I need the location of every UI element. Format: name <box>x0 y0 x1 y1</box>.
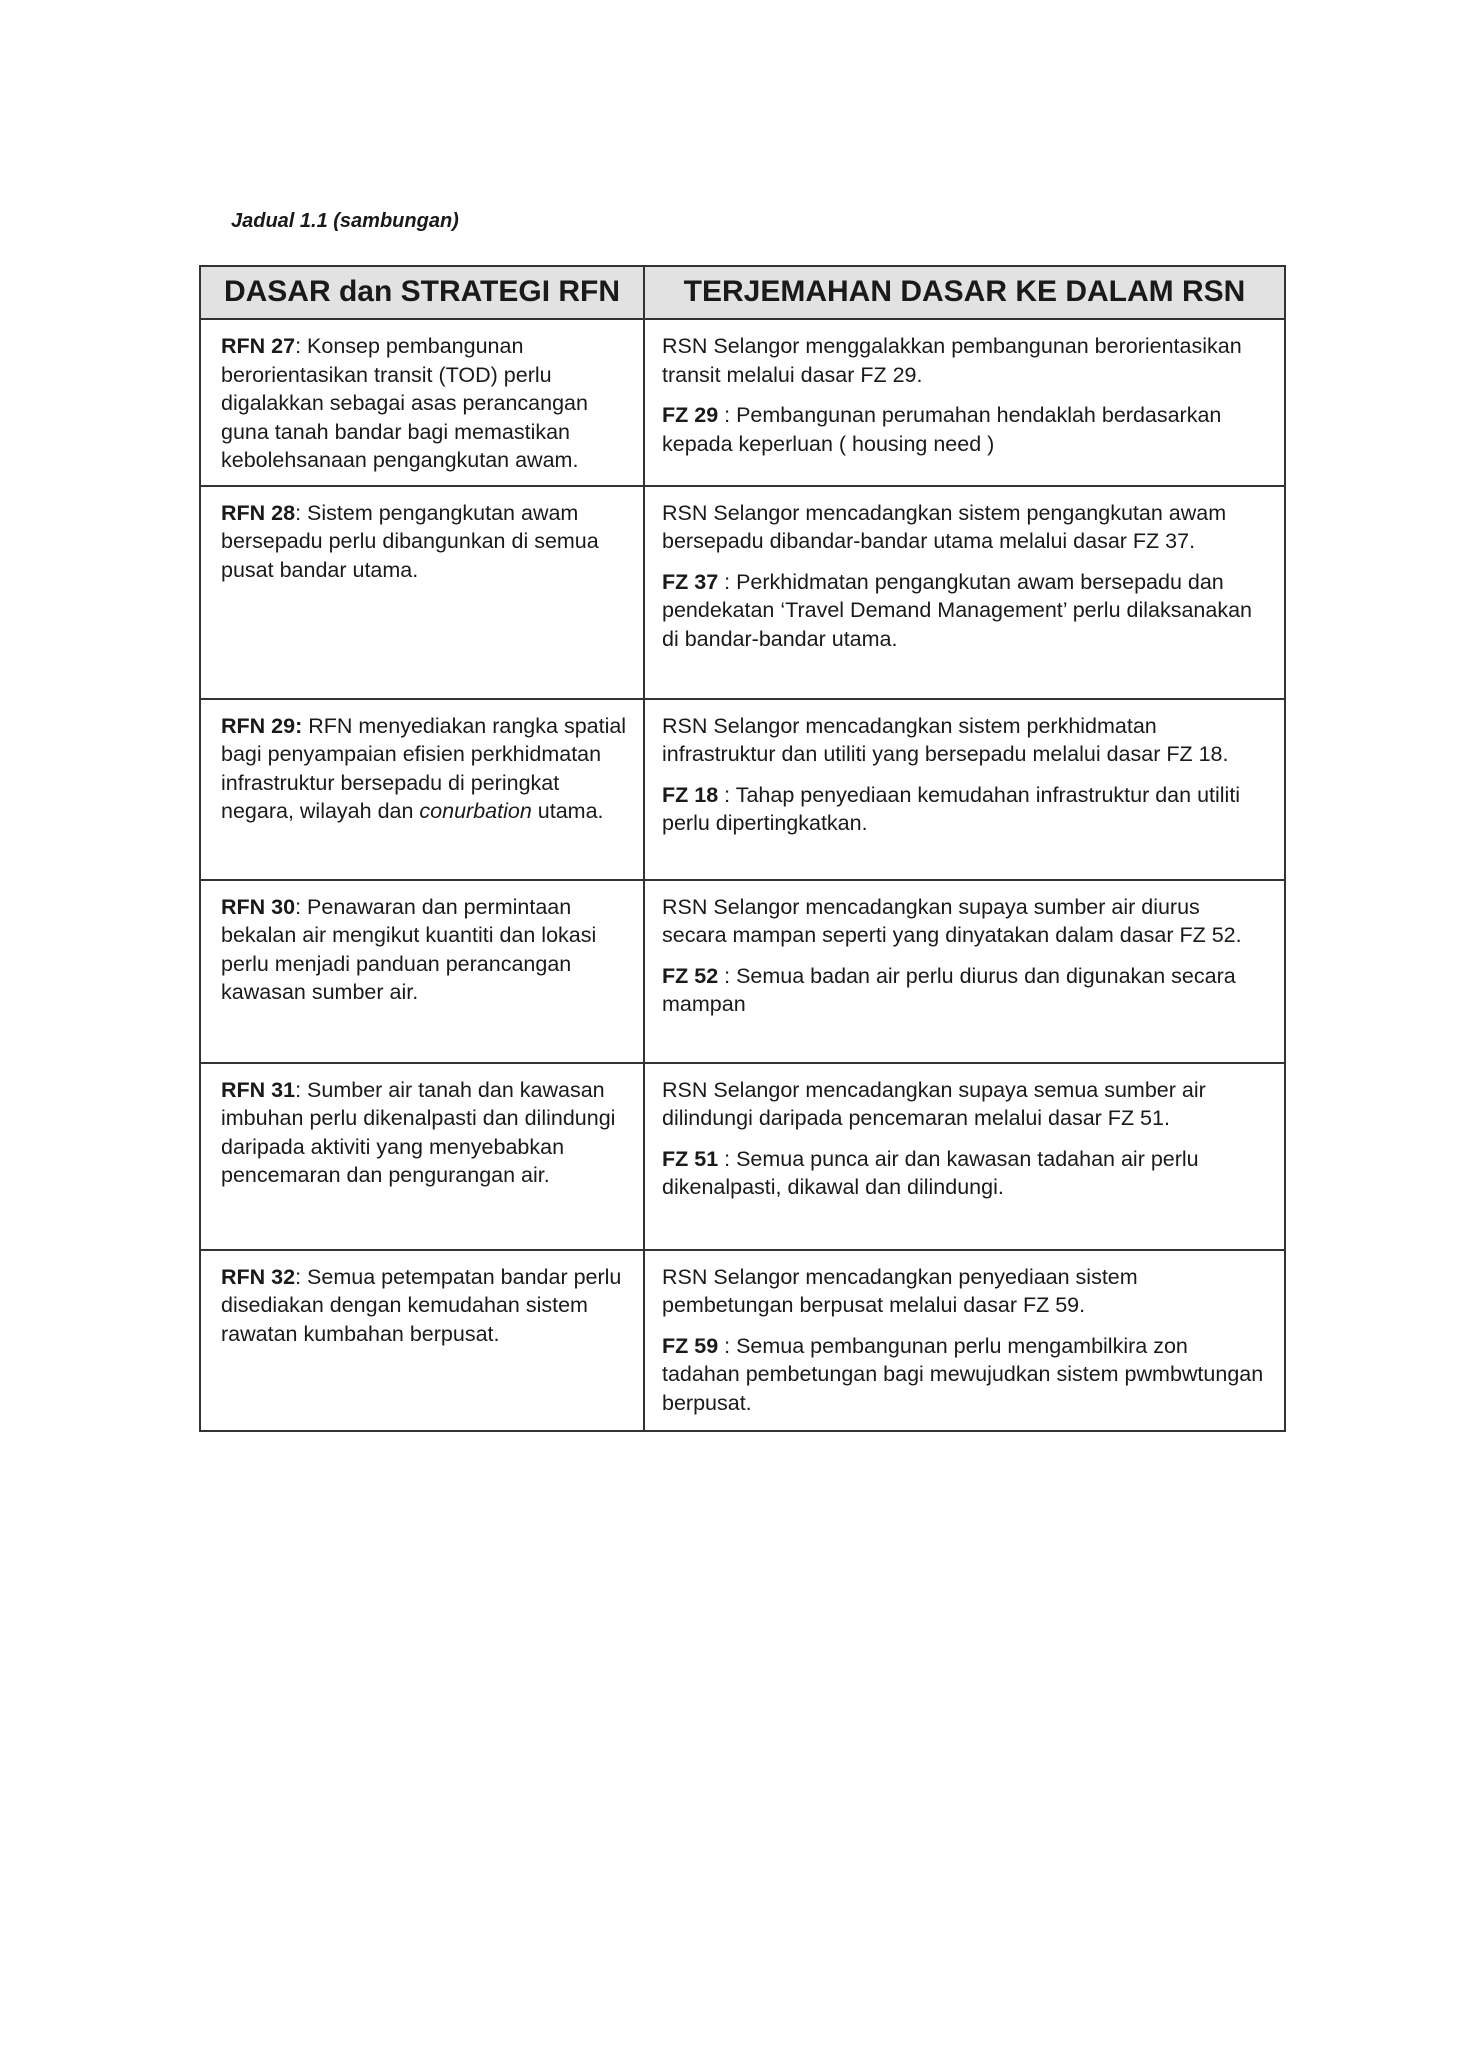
rfn-text: Penawaran dan permintaan bekalan air mengikut kuantiti dan lokasi perlu menjadi panduan perancangan kawasan sumber air. <box>221 894 597 1004</box>
fz-code: FZ 37 <box>662 569 719 594</box>
rfn-cell <box>200 1250 644 1431</box>
fz-code: FZ 29 <box>662 403 719 427</box>
rsn-intro: RSN Selangor mencadangkan supaya sumber air diurus secara mampan seperti yang dinyatakan dalam dasar FZ 52. <box>662 894 1242 947</box>
fz-text: Perkhidmatan pengangkutan awam bersepadu dan pendekatan ‘Travel Demand Management’ perlu dilaksanakan di bandar-bandar utama. <box>662 569 1253 651</box>
table-row <box>200 1250 1285 1431</box>
rfn-cell <box>200 486 644 699</box>
rfn-text: Semua petempatan bandar perlu disediakan dengan kemudahan sistem rawatan kumbahan berpusat. <box>221 1264 622 1346</box>
rsn-cell <box>644 880 1285 1063</box>
header-rsn: TERJEMAHAN DASAR KE DALAM RSN <box>644 266 1285 319</box>
fz-sep: : <box>718 569 731 594</box>
rsn-cell <box>644 486 1285 699</box>
fz-text: Semua pembangunan perlu mengambilkira zon tadahan pembetungan bagi mewujudkan sistem pwmbwtungan berpusat. <box>662 1333 1264 1415</box>
rsn-intro: RSN Selangor mencadangkan penyediaan sistem pembetungan berpusat melalui dasar FZ 59. <box>662 1264 1138 1317</box>
rfn-cell <box>200 699 644 880</box>
table-row <box>200 880 1285 1063</box>
rfn-code: RFN 29: <box>221 713 303 738</box>
rfn-cell <box>200 319 644 486</box>
rsn-cell <box>644 699 1285 880</box>
fz-code: FZ 59 <box>662 1333 719 1358</box>
table-header-row <box>200 266 1285 319</box>
rfn-sep: : <box>295 1077 302 1102</box>
rfn-text: RFN menyediakan rangka spatial bagi penyampaian efisien perkhidmatan infrastruktur bersepadu di peringkat negara, wilayah dan <box>221 713 627 823</box>
fz-text: Semua badan air perlu diurus dan digunakan secara mampan <box>662 963 1236 1016</box>
fz-sep: : <box>718 963 731 988</box>
rsn-intro: RSN Selangor menggalakkan pembangunan berorientasikan transit melalui dasar FZ 29. <box>662 334 1242 387</box>
rsn-intro: RSN Selangor mencadangkan supaya semua sumber air dilindungi daripada pencemaran melalui dasar FZ 51. <box>662 1077 1206 1130</box>
table-row <box>200 319 1285 486</box>
fz-sep: : <box>718 1146 731 1171</box>
rsn-cell <box>644 1063 1285 1250</box>
rfn-sep: : <box>295 1264 302 1289</box>
fz-sep: : <box>718 1333 731 1358</box>
rsn-cell <box>644 319 1285 486</box>
rsn-intro: RSN Selangor mencadangkan sistem perkhidmatan infrastruktur dan utiliti yang bersepadu melalui dasar FZ 18. <box>662 713 1229 766</box>
rfn-text: Sistem pengangkutan awam bersepadu perlu dibangunkan di semua pusat bandar utama. <box>221 500 599 582</box>
rfn-code: RFN 32 <box>221 1264 296 1289</box>
table-row <box>200 486 1285 699</box>
table-row <box>200 699 1285 880</box>
fz-sep: : <box>718 782 731 807</box>
fz-text: Pembangunan perumahan hendaklah berdasarkan kepada keperluan ( housing need ) <box>662 403 1222 456</box>
rfn-sep: : <box>295 334 302 358</box>
policy-table <box>199 265 1286 1432</box>
table-row <box>200 1063 1285 1250</box>
fz-sep: : <box>718 403 731 427</box>
rsn-cell <box>644 1250 1285 1431</box>
rfn-cell <box>200 880 644 1063</box>
rfn-code: RFN 27 <box>221 334 296 358</box>
rfn-code: RFN 30 <box>221 894 296 919</box>
rfn-sep: : <box>295 500 302 525</box>
fz-text: Semua punca air dan kawasan tadahan air perlu dikenalpasti, dikawal dan dilindungi. <box>662 1146 1199 1199</box>
rsn-intro: RSN Selangor mencadangkan sistem pengangkutan awam bersepadu dibandar-bandar utama melalui dasar FZ 37. <box>662 500 1227 553</box>
fz-code: FZ 52 <box>662 963 719 988</box>
rfn-code: RFN 31 <box>221 1077 296 1102</box>
table-caption: Jadual 1.1 (sambungan) <box>231 210 459 232</box>
rfn-text: Konsep pembangunan berorientasikan transit (TOD) perlu digalakkan sebagai asas perancangan guna tanah bandar bagi memastikan kebolehsanaan pengangkutan awam. <box>221 334 588 472</box>
rfn-cell <box>200 1063 644 1250</box>
rfn-sep: : <box>295 894 302 919</box>
rfn-text: Sumber air tanah dan kawasan imbuhan perlu dikenalpasti dan dilindungi daripada aktiviti yang menyebabkan pencemaran dan pengurangan air. <box>221 1077 616 1187</box>
fz-code: FZ 18 <box>662 782 719 807</box>
rfn-italic: conurbation <box>419 799 532 823</box>
rfn-text-after: utama. <box>531 799 604 823</box>
fz-code: FZ 51 <box>662 1146 719 1171</box>
header-rfn: DASAR dan STRATEGI RFN <box>200 266 644 319</box>
fz-text: Tahap penyediaan kemudahan infrastruktur dan utiliti perlu dipertingkatkan. <box>662 782 1241 835</box>
rfn-code: RFN 28 <box>221 500 296 525</box>
